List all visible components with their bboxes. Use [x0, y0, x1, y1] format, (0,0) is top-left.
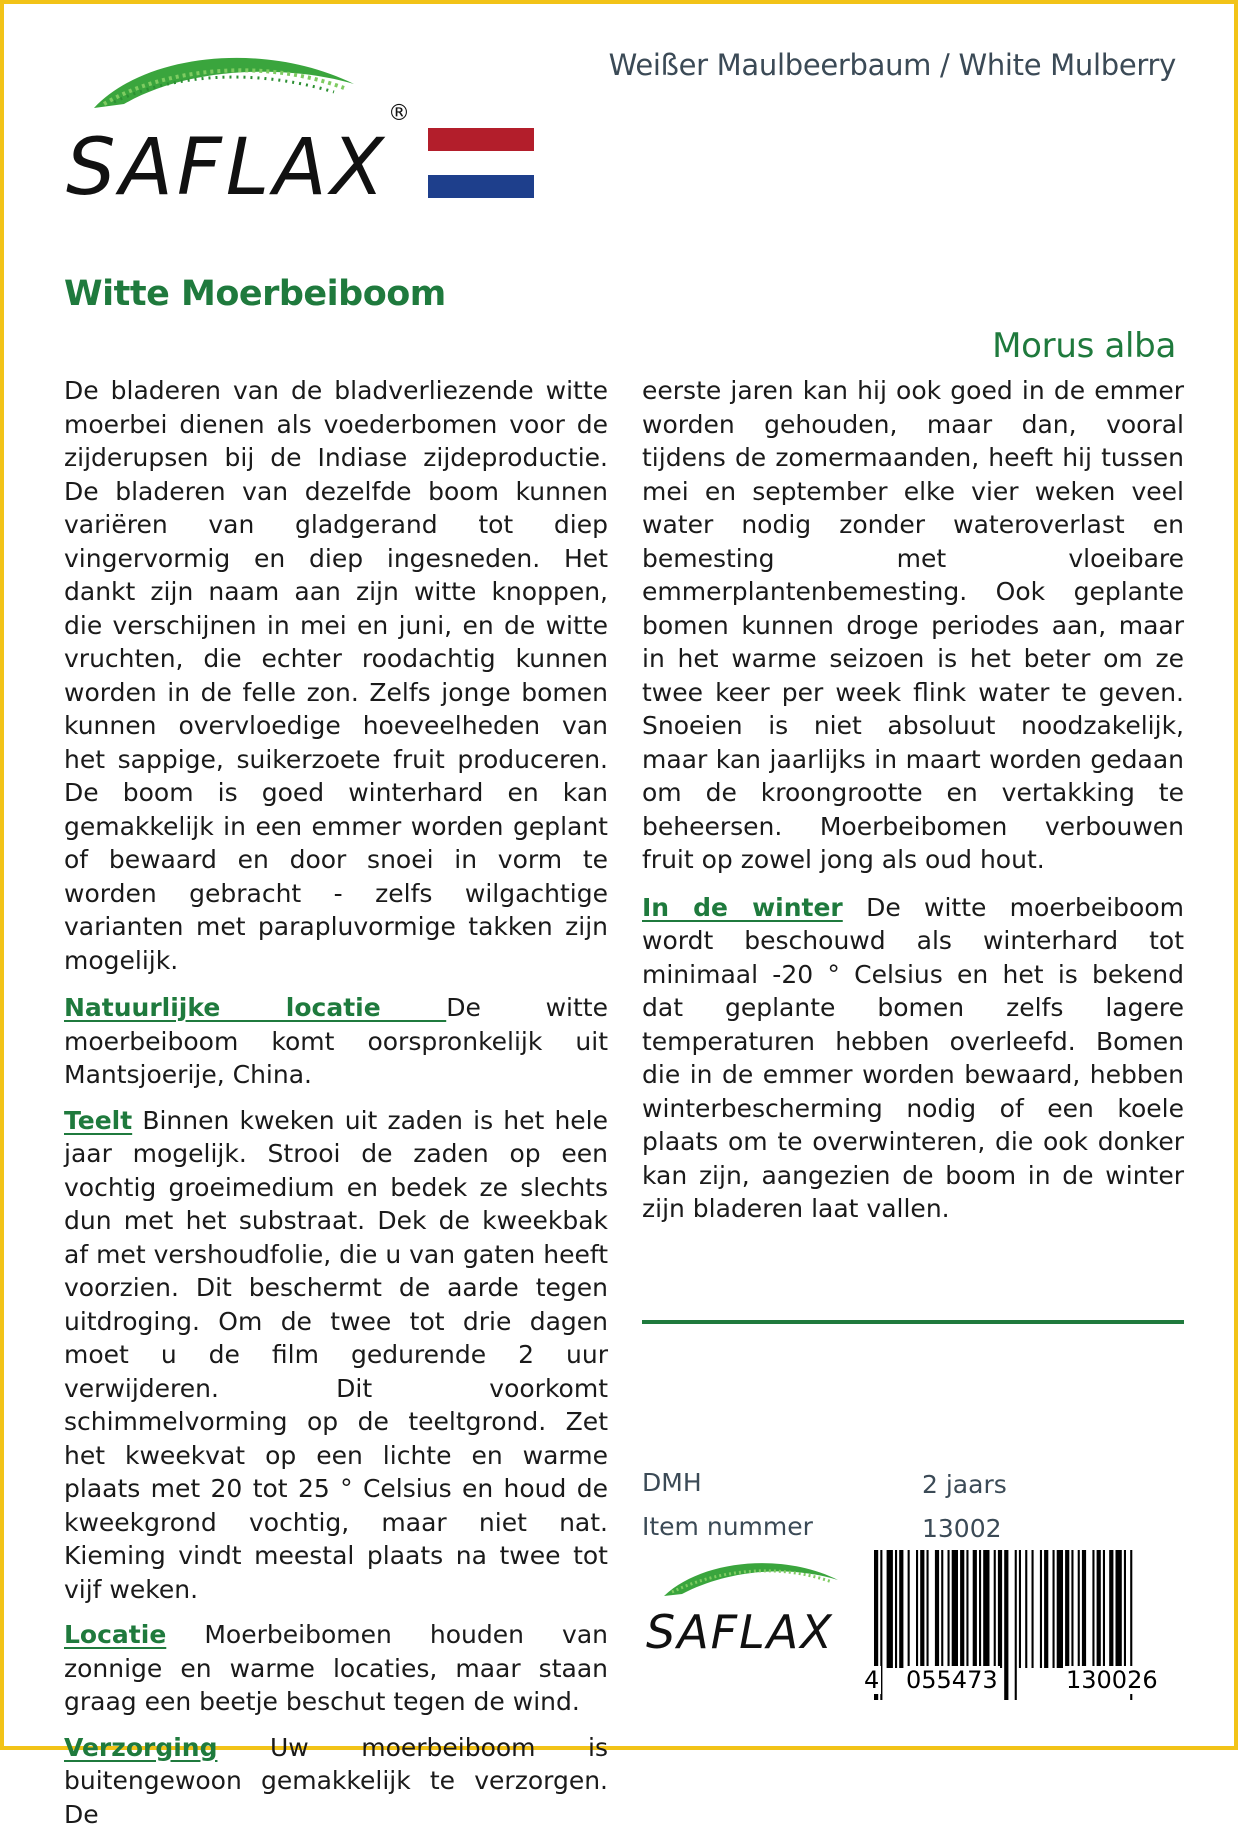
barcode-bar: [1004, 1550, 1008, 1700]
product-title: Witte Moerbeiboom: [64, 274, 446, 314]
barcode-bar: [1097, 1550, 1101, 1668]
saflax-logo: [64, 44, 424, 214]
location-paragraph: Locatie Moerbeibomen houden van zonnige en warme locaties, maar staan graag een beetje beschut tegen de wind.: [64, 1620, 608, 1716]
care-heading: Verzorging: [64, 1732, 218, 1762]
latin-name: Morus alba: [992, 326, 1176, 366]
barcode-digits-right: 130026: [1066, 1666, 1158, 1694]
barcode-bar: [1109, 1550, 1113, 1668]
barcode-bar: [1025, 1550, 1027, 1668]
netherlands-flag-icon: [428, 128, 534, 198]
barcode-bar: [927, 1550, 929, 1668]
grass-swoosh-icon: [664, 1563, 838, 1596]
barcode-bar: [1124, 1550, 1126, 1668]
natural-location-paragraph: Natuurlijke locatie De witte moerbeiboom komt oorspronkelijk uit Mantsjoerije, China.: [64, 993, 608, 1089]
barcode-bar: [1044, 1550, 1048, 1668]
text-column-right: [642, 374, 1184, 1238]
barcode-bar: [1019, 1550, 1021, 1668]
winter-heading: In de winter: [642, 892, 843, 922]
winter-paragraph: In de winter De witte moerbeiboom wordt beschouwd als winterhard tot minimaal -20 ° Celsius en het is bekend dat geplante bomen zelfs lagere temperaturen hebben overleefd. Bomen die in de emmer worden bewaard, hebben winterbescherming nodig of een koele plaats om te overwinteren, die ook donker kan zijn, aangezien de boom in de winter zijn bladeren laat vallen.: [642, 892, 1184, 1223]
barcode-bar: [983, 1550, 989, 1668]
barcode-bar: [899, 1550, 903, 1668]
item-number-value: 13002: [922, 1514, 1002, 1543]
barcode-bar: [941, 1550, 943, 1668]
barcode-bar: [994, 1550, 996, 1668]
barcode-bar: [935, 1550, 939, 1668]
care-continued-paragraph: eerste jaren kan hij ook goed in de emmer worden gehouden, maar dan, vooral tijdens de zomermaanden, heeft hij tussen mei en september elke vier weken veel water nodig zonder wateroverlast en bemesting met vloeibare emmerplantenbemesting. Ook geplante bomen kunnen droge periodes aan, maar in het warme seizoen is het beter om ze twee keer per week flink water te geven. Snoeien is niet absoluut noodzakelijk, maar kan jaarlijks in maart worden gedaan om de kroongrootte en vertakking te beheersen. Moerbeibomen verbouwen fruit op zowel jong als oud hout.: [642, 376, 1184, 874]
intro-paragraph: De bladeren van de bladverliezende witte moerbei dienen als voederbomen voor de zijderupsen bij de Indiase zijdeproductie. De bladeren van dezelfde boom kunnen variëren van gladgerand tot diep vingervormig en diep ingesneden. Het dankt zijn naam aan zijn witte knoppen, die verschijnen in mei en juni, en de witte vruchten, die echter roodachtig kunnen worden in de felle zon. Zelfs jonge bomen kunnen overvloedige hoeveelheden van het sappige, suikerzoete fruit produceren. De boom is goed winterhard en kan gemakkelijk in een emmer worden geplant of bewaard en door snoei in vorm te worden gebracht - zelfs wilgachtige varianten met parapluvormige takken zijn mogelijk.: [64, 376, 608, 975]
cultivation-paragraph: Teelt Binnen kweken uit zaden is het hele jaar mogelijk. Strooi de zaden op een vochtig groeimedium en bedek ze slechts dun met het substraat. Dek de kweekbak af met vershoudfolie, die u van gaten heeft voorzien. Dit beschermt de aarde tegen uitdroging. Om de twee tot drie dagen moet u de film gedurende 2 uur verwijderen. Dit voorkomt schimmelvorming op de teeltgrond. Zet het kweekvat op een lichte en warme plaats met 20 tot 25 ° Celsius en houd de kweekgrond vochtig, maar niet nat. Kieming vindt meestal plaats na twee tot vijf weken.: [64, 1105, 608, 1604]
barcode-bar: [952, 1550, 958, 1668]
barcode-bar: [1053, 1550, 1055, 1668]
natural-location-heading: Natuurlijke locatie: [64, 993, 447, 1022]
barcode-bar: [916, 1550, 918, 1668]
barcode-digits-left: 055473: [906, 1666, 998, 1694]
svg-text:SAFLAX: SAFLAX: [646, 1605, 834, 1659]
barcode-bar: [1078, 1550, 1080, 1668]
header-title: Weißer Maulbeerbaum / White Mulberry: [608, 48, 1176, 82]
barcode-bar: [1082, 1550, 1086, 1668]
svg-text:SAFLAX: SAFLAX: [66, 123, 388, 213]
barcode-bar: [1071, 1550, 1073, 1668]
barcode-bar: [960, 1550, 964, 1668]
barcode-bar: [1116, 1550, 1122, 1668]
section-divider: [642, 1320, 1184, 1324]
barcode-bar: [1057, 1550, 1063, 1668]
barcode-bar: [1032, 1550, 1034, 1668]
barcode-bar: [920, 1550, 924, 1668]
grass-swoosh-icon: [94, 58, 354, 108]
care-paragraph: Verzorging Uw moerbeiboom is buitengewoon gemakkelijk te verzorgen. De: [64, 1732, 608, 1829]
barcode-bar: [1040, 1550, 1042, 1668]
barcode-bar: [1065, 1550, 1069, 1668]
barcode-bar: [895, 1550, 897, 1668]
dmh-label: DMH: [642, 1468, 702, 1497]
dmh-value: 2 jaars: [922, 1470, 1007, 1499]
barcode-bar: [908, 1550, 910, 1668]
barcode-bar: [1103, 1550, 1105, 1668]
saflax-logo-small: [642, 1552, 862, 1662]
cultivation-heading: Teelt: [64, 1105, 133, 1135]
barcode-bar: [948, 1550, 950, 1668]
barcode-bar: [973, 1550, 977, 1668]
barcode-bar: [998, 1550, 1002, 1668]
barcode-bar: [1015, 1550, 1017, 1700]
barcode-digit-1: 4: [864, 1666, 880, 1694]
svg-text:®: ®: [388, 101, 410, 126]
barcode-bar: [966, 1550, 968, 1668]
text-column-left: [64, 374, 608, 1843]
location-heading: Locatie: [64, 1620, 167, 1649]
item-number-label: Item nummer: [642, 1512, 813, 1541]
barcode-bar: [887, 1550, 893, 1668]
barcode-bar: [979, 1550, 981, 1668]
barcode-bar: [1092, 1550, 1094, 1668]
